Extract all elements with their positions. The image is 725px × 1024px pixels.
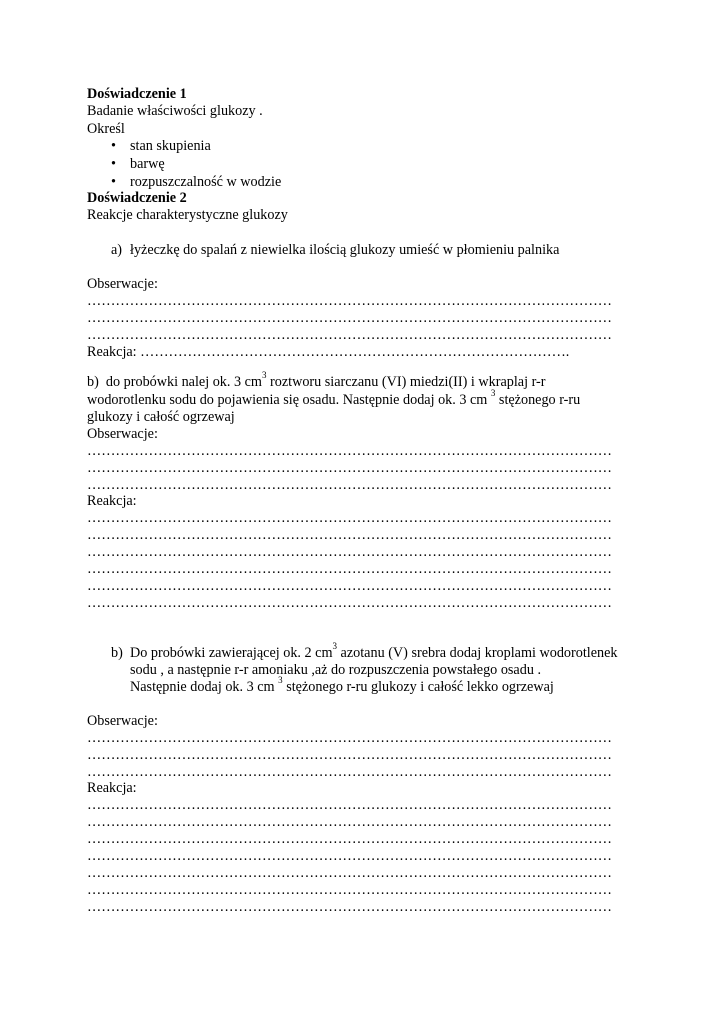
superscript: 3 [278, 675, 283, 686]
b1-marker: b) [87, 374, 99, 390]
bullet-icon: • [111, 174, 116, 190]
b2-observations-label: Obserwacje: [87, 713, 158, 729]
b1-observations-label: Obserwacje: [87, 426, 158, 442]
exp1-title: Badanie właściwości glukozy . [87, 103, 263, 119]
answer-line[interactable]: ………………………………………………………………………………………………… [87, 764, 612, 780]
list-item: stan skupienia [130, 138, 211, 154]
superscript: 3 [490, 388, 496, 399]
answer-line[interactable]: ………………………………………………………………………………………………… [87, 831, 612, 847]
item-a-text: łyżeczkę do spalań z niewielka ilością glukozy umieść w płomieniu palnika [130, 242, 560, 258]
answer-line[interactable]: ………………………………………………………………………………………………… [87, 578, 612, 594]
answer-line[interactable]: ………………………………………………………………………………………………… [87, 561, 612, 577]
b1-text: do probówki nalej ok. 3 cm [105, 374, 262, 390]
answer-line[interactable]: ………………………………………………………………………………………………… [87, 327, 612, 343]
bullet-icon: • [111, 156, 116, 172]
b2-marker: b) [111, 645, 123, 661]
item-a-marker: a) [111, 242, 123, 258]
b1-line2 [87, 388, 581, 409]
answer-line[interactable]: ………………………………………………………………………………………………… [87, 595, 612, 611]
a-reaction-line[interactable]: Reakcja: ………………………………………………………………………………. [87, 344, 570, 360]
answer-line[interactable]: ………………………………………………………………………………………………… [87, 848, 612, 864]
answer-line[interactable]: ………………………………………………………………………………………………… [87, 293, 612, 309]
exp1-determine: Określ [87, 121, 125, 137]
b1-text: roztworu siarczanu (VI) miedzi(II) i wkraplaj r-r [266, 374, 546, 390]
b2-text: stężonego r-ru glukozy i całość lekko ogrzewaj [282, 679, 554, 695]
bullet-icon: • [111, 138, 116, 154]
superscript: 3 [261, 370, 267, 381]
b1-reaction-label: Reakcja: [87, 493, 137, 509]
answer-line[interactable]: ………………………………………………………………………………………………… [87, 882, 612, 898]
b2-line1 [130, 641, 618, 662]
list-item: rozpuszczalność w wodzie [130, 174, 282, 190]
answer-line[interactable]: ………………………………………………………………………………………………… [87, 443, 612, 459]
answer-line[interactable]: ………………………………………………………………………………………………… [87, 747, 612, 763]
list-item: barwę [130, 156, 165, 172]
answer-line[interactable]: ………………………………………………………………………………………………… [87, 510, 612, 526]
answer-line[interactable]: ………………………………………………………………………………………………… [87, 460, 612, 476]
a-observations-label: Obserwacje: [87, 276, 158, 292]
b2-text: Do probówki zawierającej ok. 2 cm [130, 645, 333, 661]
answer-line[interactable]: ………………………………………………………………………………………………… [87, 477, 612, 493]
answer-line[interactable]: ………………………………………………………………………………………………… [87, 814, 612, 830]
exp1-heading: Doświadczenie 1 [87, 86, 187, 102]
answer-line[interactable]: ………………………………………………………………………………………………… [87, 797, 612, 813]
b2-text: azotanu (V) srebra dodaj kroplami wodorotlenek [337, 645, 618, 661]
b1-text: stężonego r-ru [495, 392, 581, 408]
b2-text: Następnie dodaj ok. 3 cm [130, 679, 279, 695]
answer-line[interactable]: ………………………………………………………………………………………………… [87, 544, 612, 560]
b1-text: wodorotlenku sodu do pojawienia się osadu. Następnie dodaj ok. 3 cm [87, 392, 491, 408]
answer-line[interactable]: ………………………………………………………………………………………………… [87, 310, 612, 326]
b2-line3 [130, 675, 554, 696]
answer-line[interactable]: ………………………………………………………………………………………………… [87, 899, 612, 915]
answer-line[interactable]: ………………………………………………………………………………………………… [87, 865, 612, 881]
superscript: 3 [332, 641, 337, 652]
answer-line[interactable]: ………………………………………………………………………………………………… [87, 730, 612, 746]
b2-line2: sodu , a następnie r-r amoniaku ,aż do rozpuszczenia powstałego osadu . [130, 662, 542, 678]
b2-reaction-label: Reakcja: [87, 780, 137, 796]
b1-line1 [87, 370, 546, 391]
exp2-heading: Doświadczenie 2 [87, 190, 187, 206]
answer-line[interactable]: ………………………………………………………………………………………………… [87, 527, 612, 543]
b1-line3: glukozy i całość ogrzewaj [87, 409, 235, 425]
exp2-title: Reakcje charakterystyczne glukozy [87, 207, 288, 223]
